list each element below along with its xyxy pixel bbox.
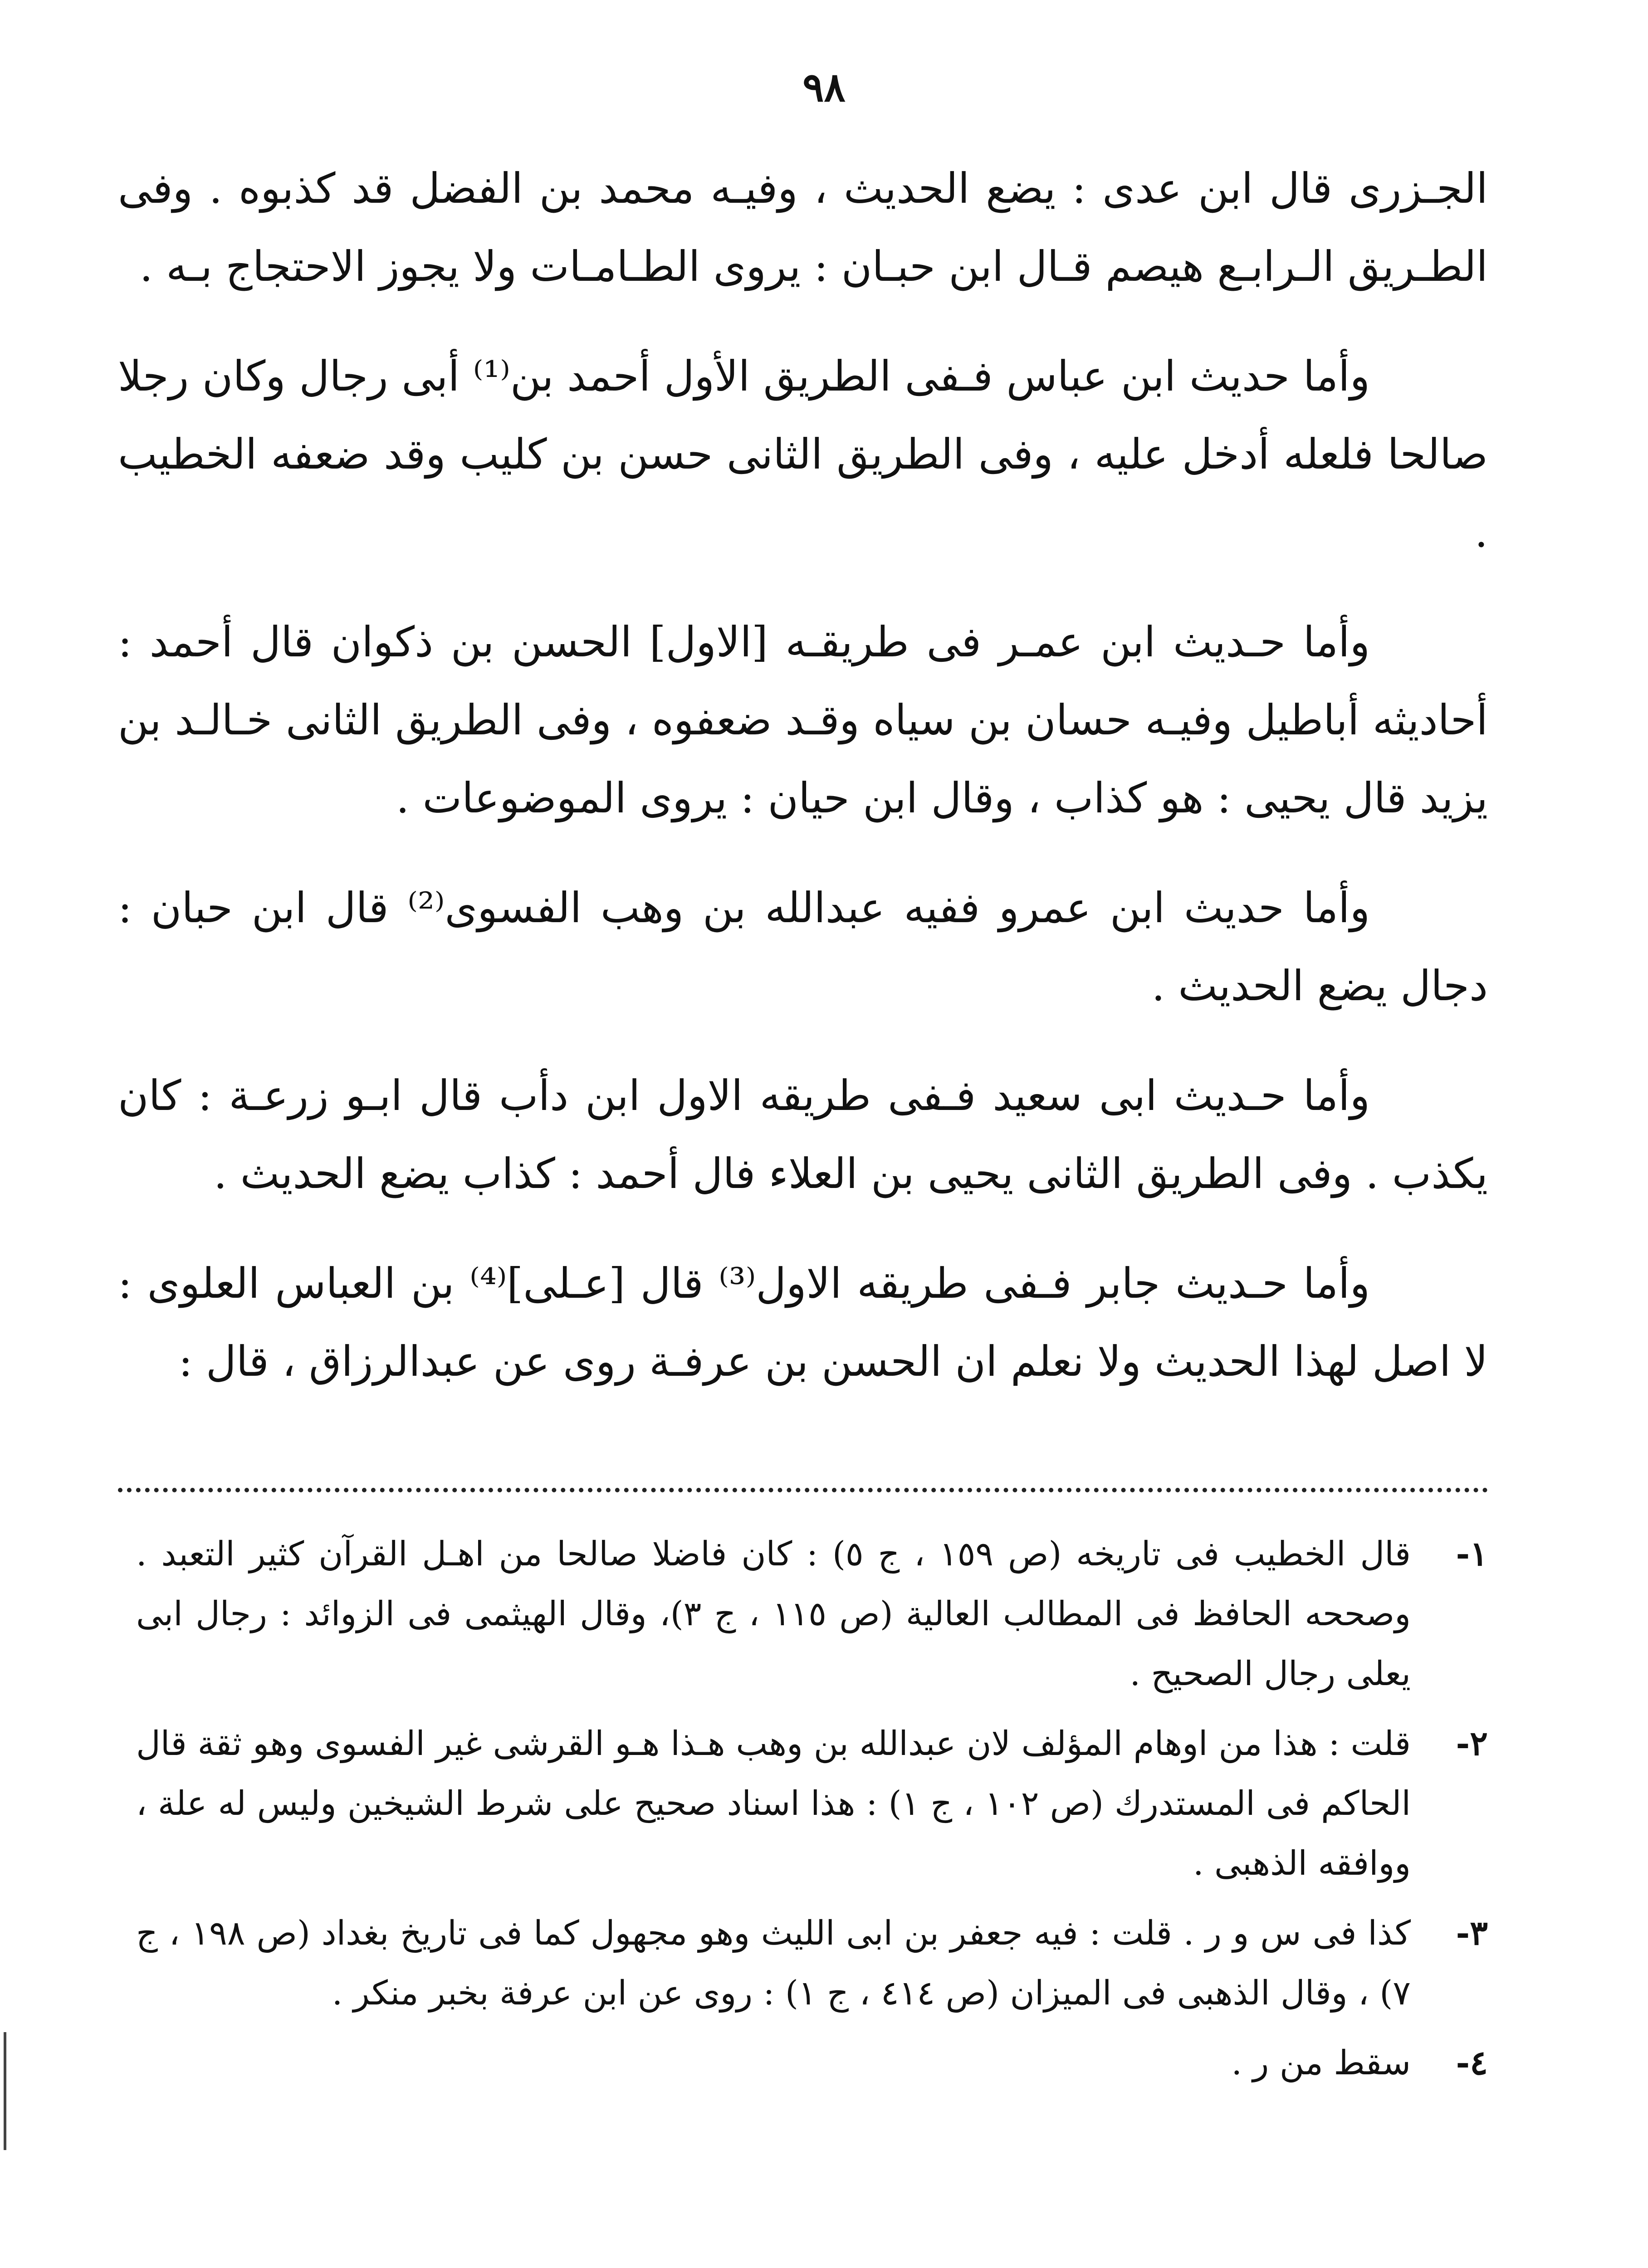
paragraph: وأما حـديث ابى سعيد فـفى طريقه الاول ابن دأب قال ابـو زرعـة : كان يكذب . وفى الطريق الثانى يحيى بن العلاء فال أحمد : كذاب يضع الحديث . <box>118 1071 1488 1198</box>
footnote <box>136 1903 1488 2023</box>
footnote-text: قلت : هذا من اوهام المؤلف لان عبدالله بن وهب هـذا هـو القرشى غير الفسوى وهو ثقة قال الحاكم فى المستدرك (ص ١٠٢ ، ج ١) : هذا اسناد صحيح على شرط الشيخين وليس له علة ، ووافقه الذهبى . <box>136 1724 1411 1883</box>
scan-margin-mark <box>4 2032 6 2150</box>
footnote-text: سقط من ر . <box>1231 2043 1411 2082</box>
footnotes <box>136 1524 1488 2103</box>
footnote <box>136 2033 1488 2093</box>
paragraph: وأما حديث ابن عمرو ففيه عبدالله بن وهب الفسوى⁽²⁾ قال ابن حبان : دجال يضع الحديث . <box>118 884 1488 1010</box>
paragraph: وأما حديث ابن عباس فـفى الطريق الأول أحمد بن⁽¹⁾ أبى رجال وكان رجلا صالحا فلعله أدخل عليه ، وفى الطريق الثانى حسن بن كليب وقد ضعفه الخطيب . <box>118 352 1488 557</box>
footnote-number: ١- <box>1456 1535 1488 1574</box>
paragraph: وأما حـديث ابن عمـر فى طريقـه [الاول] الحسن بن ذكوان قال أحمد : أحاديثه أباطيل وفيـه حسان بن سياه وقـد ضعفوه ، وفى الطريق الثانى خـالـد بن يزيد قال يحيى : هو كذاب ، وقال ابن حيان : يروى الموضوعات . <box>118 618 1488 822</box>
page-number: ٩٨ <box>802 64 846 111</box>
footnote <box>136 1524 1488 1704</box>
footnote-separator <box>118 1488 1488 1492</box>
footnote-text: كذا فى س و ر . قلت : فيه جعفر بن ابى الليث وهو مجهول كما فى تاريخ بغداد (ص ١٩٨ ، ج ٧) ، وقال الذهبى فى الميزان (ص ٤١٤ ، ج ١) : روى عن ابن عرفة بخبر منكر . <box>136 1914 1411 2013</box>
footnote-number: ٤- <box>1456 2043 1488 2082</box>
footnote-number: ٢- <box>1456 1724 1488 1763</box>
footnote-number: ٣- <box>1456 1914 1488 1953</box>
footnote <box>136 1714 1488 1893</box>
footnote-text: قال الخطيب فى تاريخه (ص ١٥٩ ، ج ٥) : كان فاضلا صالحا من اهـل القرآن كثير التعبد . وصححه الحافظ فى المطالب العالية (ص ١١٥ ، ج ٣)، وقال الهيثمى فى الزوائد : رجال ابى يعلى رجال الصحيح . <box>136 1535 1411 1693</box>
paragraph: وأما حـديث جابر فـفى طريقه الاول⁽³⁾ قال [عـلى]⁽⁴⁾ بن العباس العلوى : لا اصل لهذا الحديث ولا نعلم ان الحسن بن عرفـة روى عن عبدالرزاق ، قال : <box>118 1259 1488 1386</box>
main-text <box>118 150 1488 1432</box>
paragraph: الجـزرى قال ابن عدى : يضع الحديث ، وفيـه محمد بن الفضل قد كذبوه . وفى الطـريق الـرابـع هيصم قـال ابن حبـان : يروى الطـامـات ولا يجوز الاحتجاج بـه . <box>118 164 1488 291</box>
